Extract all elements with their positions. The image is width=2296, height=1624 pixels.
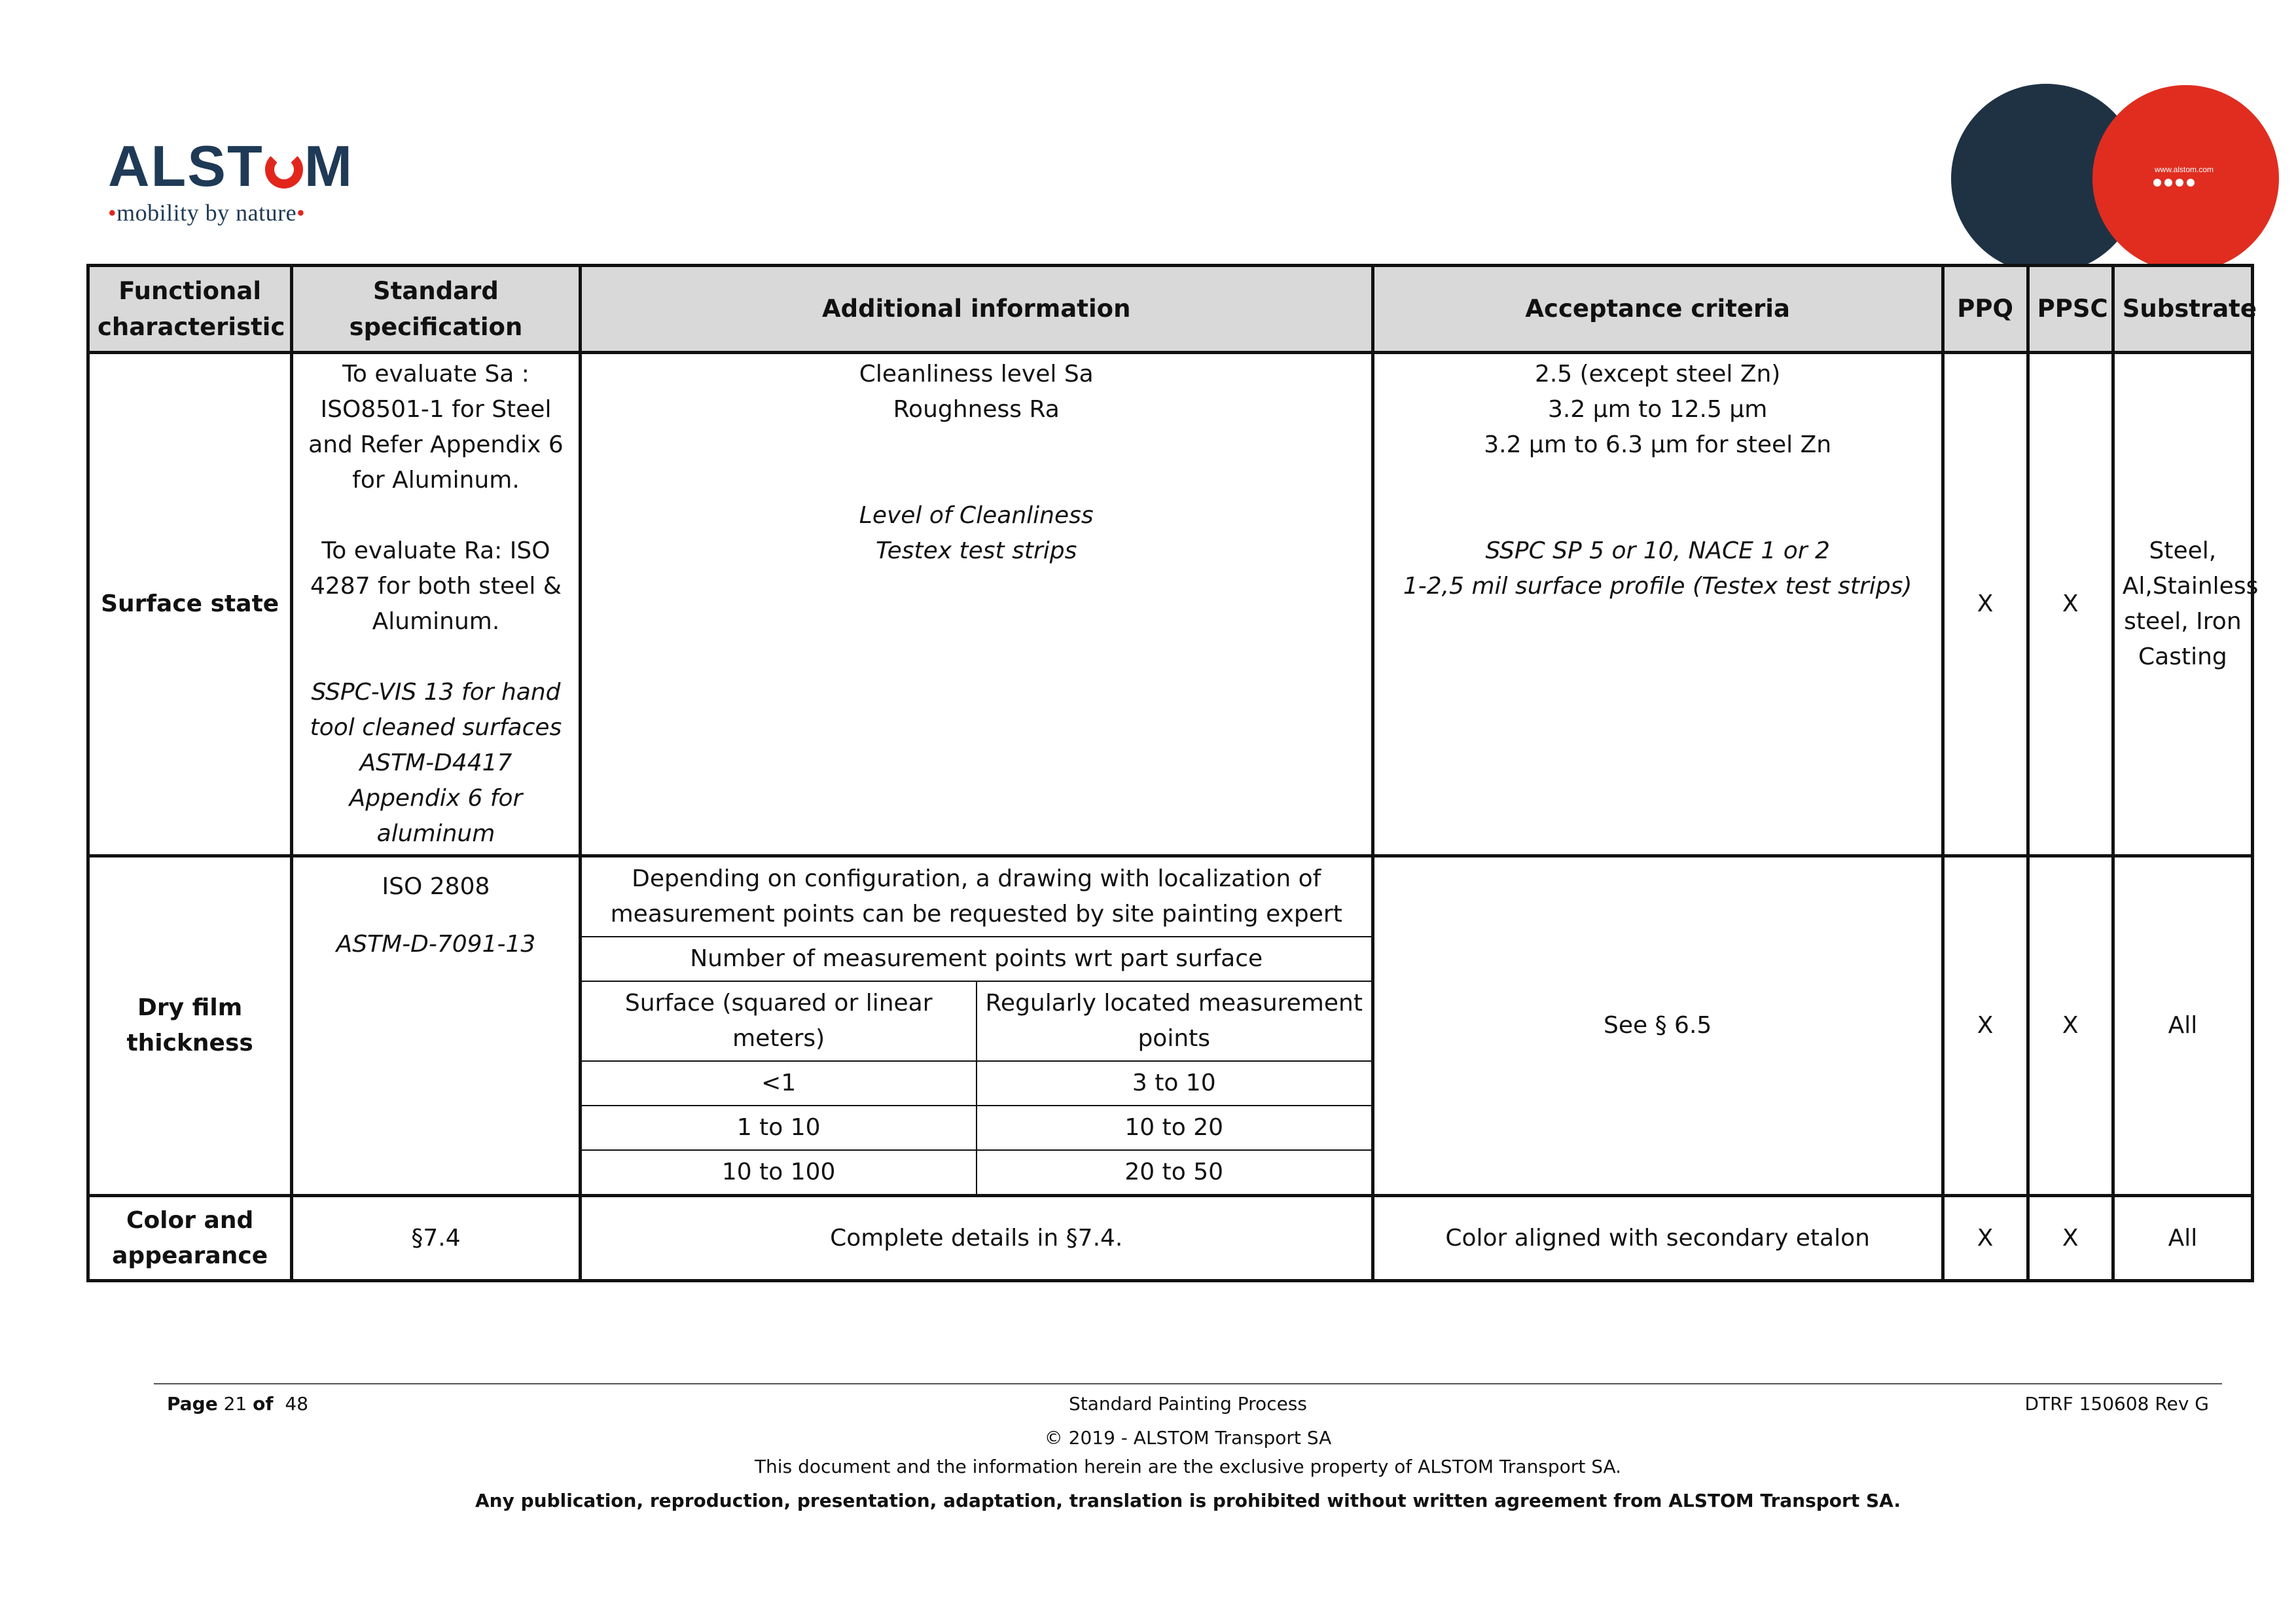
header-substrate: Substrate <box>2113 266 2252 353</box>
header-standard-specification: Standard specification <box>292 266 580 353</box>
acc-sa: 2.5 (except steel Zn) <box>1534 361 1781 388</box>
copyright: © 2019 - ALSTOM Transport SA <box>1044 1427 1332 1449</box>
specification-table <box>86 264 2259 1282</box>
header-ppq: PPQ <box>1943 266 2028 353</box>
facebook-icon <box>2153 179 2161 187</box>
acceptance-surface-state <box>1372 353 1943 856</box>
table-row-dry-film-thickness <box>88 856 2253 1196</box>
ppsc-dry-film: X <box>2028 856 2113 1196</box>
spec-astm: ASTM-D4417 <box>359 749 512 776</box>
inner-intro-row <box>582 857 1371 937</box>
table-row-color-appearance <box>88 1196 2253 1281</box>
inner-header-row <box>582 981 1371 1061</box>
characteristic-surface-state: Surface state <box>88 353 292 856</box>
ppq-surface-state: X <box>1943 353 2028 856</box>
social-icons <box>2153 179 2195 187</box>
alstom-logo <box>108 134 354 226</box>
logo-wordmark: ALST M <box>108 134 354 198</box>
logo-tagline: •mobility by nature• <box>108 200 306 226</box>
acceptance-color: Color aligned with secondary etalon <box>1372 1196 1943 1281</box>
document-title: Standard Painting Process <box>1069 1393 1307 1415</box>
additional-surface-state <box>580 353 1372 856</box>
additional-dry-film <box>580 856 1372 1196</box>
twitter-icon <box>2164 179 2172 187</box>
spec-iso-2808: ISO 2808 <box>382 873 490 900</box>
addl-cleanliness: Cleanliness level Sa <box>859 361 1094 388</box>
header-additional-information: Additional information <box>580 266 1372 353</box>
acc-profile: 1-2,5 mil surface profile (Testex test strips) <box>1403 573 1912 600</box>
header-ppsc: PPSC <box>2028 266 2113 353</box>
additional-color: Complete details in §7.4. <box>580 1196 1372 1281</box>
spec-surface-state <box>292 353 580 856</box>
characteristic-color: Color and appearance <box>88 1196 292 1281</box>
table-header-row <box>88 266 2253 353</box>
reproduction-warning: Any publication, reproduction, presentation, adaptation, translation is prohibited without written agreement from ALSTOM Transport SA. <box>475 1490 1901 1511</box>
acc-ra: 3.2 µm to 12.5 µm <box>1548 396 1768 423</box>
spec-sspc: SSPC-VIS 13 for hand tool cleaned surfaces <box>310 679 562 741</box>
addl-level-cleanliness: Level of Cleanliness <box>859 502 1094 529</box>
ppq-color: X <box>1943 1196 2028 1281</box>
table-row-surface-state <box>88 353 2253 856</box>
page-number: Page 21 of 48 <box>167 1393 309 1415</box>
col-surface-header: Surface (squared or linear meters) <box>582 981 977 1061</box>
spec-dry-film <box>292 856 580 1196</box>
substrate-surface-state: Steel, Al,Stainless steel, Iron Casting <box>2113 353 2252 856</box>
addl-testex: Testex test strips <box>876 537 1077 564</box>
points-cell: 3 to 10 <box>977 1061 1371 1106</box>
ppsc-surface-state: X <box>2028 353 2113 856</box>
acceptance-dry-film: See § 6.5 <box>1372 856 1943 1196</box>
spec-appendix: Appendix 6 for aluminum <box>349 785 523 847</box>
points-cell: 10 to 20 <box>977 1106 1371 1150</box>
logo-o-ring-icon <box>265 151 303 189</box>
spec-ra: To evaluate Ra: ISO 4287 for both steel & Aluminum. <box>310 537 562 635</box>
ppq-dry-film: X <box>1943 856 2028 1196</box>
table-row <box>582 1150 1371 1194</box>
surface-cell: <1 <box>582 1061 977 1106</box>
footer-divider <box>154 1383 2222 1384</box>
addl-intro: Depending on configuration, a drawing with localization of measurement points can be requested by site painting expert <box>610 865 1342 928</box>
spec-sa: To evaluate Sa : ISO8501-1 for Steel and Refer Appendix 6 for Aluminum. <box>308 361 564 494</box>
col-points-header: Regularly located measurement points <box>977 981 1371 1061</box>
spec-astm-7091: ASTM-D-7091-13 <box>336 931 536 958</box>
surface-cell: 1 to 10 <box>582 1106 977 1150</box>
characteristic-dry-film: Dry film thickness <box>88 856 292 1196</box>
spec-color: §7.4 <box>292 1196 580 1281</box>
decoration-url: www.alstom.com <box>2154 165 2214 174</box>
addl-roughness: Roughness Ra <box>893 396 1060 423</box>
measurement-points-table <box>582 857 1371 1194</box>
header-functional-characteristic: Functional characteristic <box>88 266 292 353</box>
surface-cell: 10 to 100 <box>582 1150 977 1194</box>
table-row <box>582 1061 1371 1106</box>
property-notice: This document and the information herein are the exclusive property of ALSTOM Transport SA. <box>754 1456 1622 1477</box>
acc-ra-zn: 3.2 µm to 6.3 µm for steel Zn <box>1484 431 1832 458</box>
points-cell: 20 to 50 <box>977 1150 1371 1194</box>
substrate-color: All <box>2113 1196 2252 1281</box>
linkedin-icon <box>2176 179 2183 187</box>
substrate-dry-film: All <box>2113 856 2252 1196</box>
acc-sspc: SSPC SP 5 or 10, NACE 1 or 2 <box>1485 537 1830 564</box>
ppsc-color: X <box>2028 1196 2113 1281</box>
table-row <box>582 1106 1371 1150</box>
addl-title: Number of measurement points wrt part surface <box>582 937 1371 981</box>
inner-title-row <box>582 937 1371 981</box>
youtube-icon <box>2187 179 2195 187</box>
header-acceptance-criteria: Acceptance criteria <box>1372 266 1943 353</box>
document-reference: DTRF 150608 Rev G <box>2024 1393 2209 1415</box>
